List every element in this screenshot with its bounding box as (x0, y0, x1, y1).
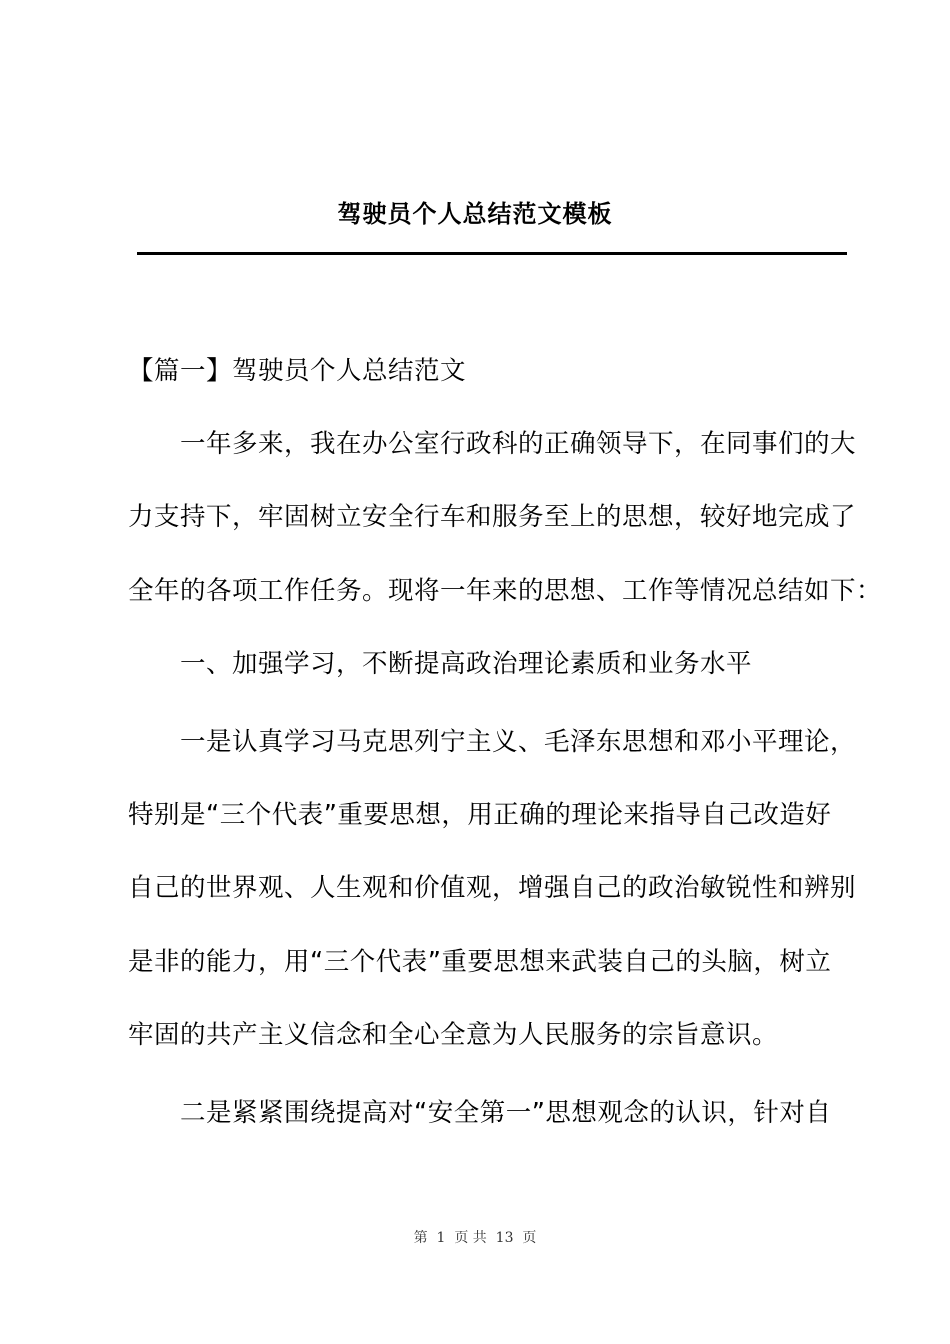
subheading-line: 一、加强学习，不断提高政治理论素质和业务水平 (128, 649, 753, 679)
body-line-1: 一年多来，我在办公室行政科的正确领导下，在同事们的大 (128, 429, 857, 459)
page-footer: 第 1 页 共 13 页 (413, 1230, 537, 1246)
body-line-5: 一是认真学习马克思列宁主义、毛泽东思想和邓小平理论， (128, 727, 857, 757)
body-line-3: 全年的各项工作任务。现将一年来的思想、工作等情况总结如下： (128, 576, 883, 606)
body-line-9: 牢固的共产主义信念和全心全意为人民服务的宗旨意识。 (128, 1020, 779, 1050)
section-heading: 【篇一】驾驶员个人总结范文 (128, 356, 467, 386)
title-underline-rule (137, 252, 847, 255)
body-line-8: 是非的能力，用“三个代表”重要思想来武装自己的头脑，树立 (128, 947, 832, 977)
body-line-7: 自己的世界观、人生观和价值观，增强自己的政治敏锐性和辨别 (128, 873, 857, 903)
body-line-2: 力支持下，牢固树立安全行车和服务至上的思想，较好地完成了 (128, 502, 857, 532)
body-line-10: 二是紧紧围绕提高对“安全第一”思想观念的认识，针对自 (128, 1098, 832, 1128)
body-line-6: 特别是“三个代表”重要思想，用正确的理论来指导自己改造好 (128, 800, 832, 830)
document-title: 驾驶员个人总结范文模板 (337, 199, 613, 228)
